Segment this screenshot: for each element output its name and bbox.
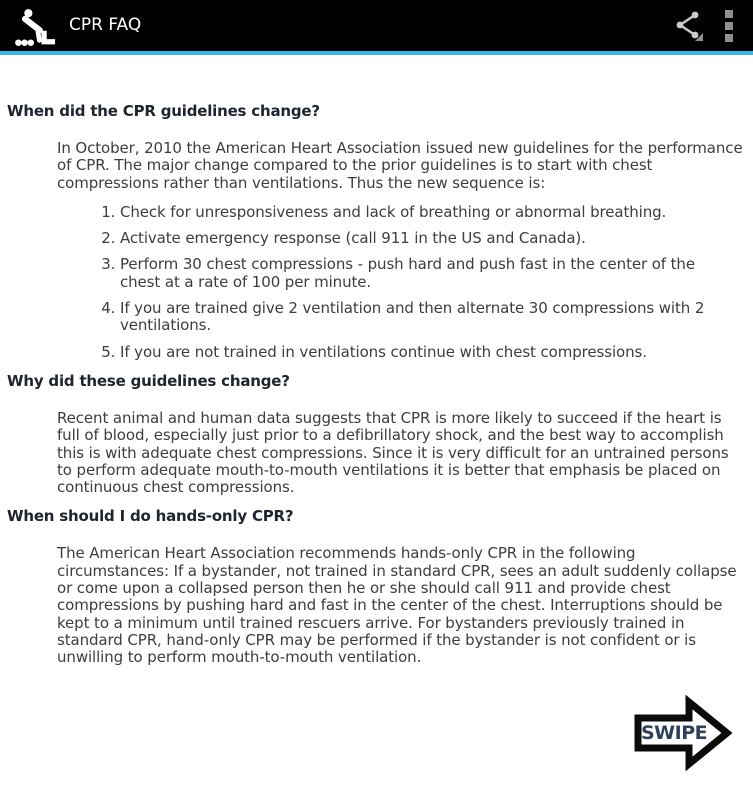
app-home-button[interactable]: [0, 2, 62, 49]
action-bar-actions: [675, 10, 753, 42]
cpr-step-item: 2. Activate emergency response (call 911 in the US and Canada).: [120, 230, 737, 247]
cpr-step-item: 1. Check for unresponsiveness and lack of breathing or abnormal breathing.: [120, 204, 737, 221]
overflow-menu-button[interactable]: [725, 10, 733, 42]
swipe-hint-label: SWIPE: [641, 721, 708, 744]
cpr-steps-list: [7, 204, 737, 361]
faq-answer-paragraph: In October, 2010 the American Heart Association issued new guidelines for the performance of CPR. The major change compared to the prior guidelines is to start with chest compressions rather than ventilations. Thus the new sequence is:: [57, 139, 743, 192]
faq-question: Why did these guidelines change?: [7, 371, 290, 390]
faq-answer-paragraph: Recent animal and human data suggests that CPR is more likely to succeed if the heart is full of blood, especially just prior to a defibrillatory shock, and the best way to accomplish this is with adequate chest compressions. Since it is very difficult for an untrained persons to perform adequate mouth-to-mouth ventilations it is better that emphasis be placed on continuous chest compressions.: [57, 408, 729, 497]
faq-section-hands-only: [7, 508, 743, 666]
faq-question: When should I do hands-only CPR?: [7, 507, 294, 526]
share-button[interactable]: [675, 10, 703, 42]
cpr-step-item: 5. If you are not trained in ventilations continue with chest compressions.: [120, 344, 737, 361]
faq-section-why-change: [7, 373, 743, 496]
cpr-step-item: 4. If you are trained give 2 ventilation and then alternate 30 compressions with 2 ventilations.: [120, 300, 737, 335]
share-icon: [675, 10, 703, 42]
page-title: CPR FAQ: [69, 15, 142, 35]
faq-section-guidelines-change: [7, 103, 743, 361]
swipe-hint-arrow-icon: [633, 695, 732, 771]
cpr-step-item: 3. Perform 30 chest compressions - push hard and push fast in the center of the chest at a rate of 100 per minute.: [120, 256, 737, 291]
faq-page-swipeable[interactable]: [0, 55, 753, 771]
faq-answer-paragraph: The American Heart Association recommends hands-only CPR in the following circumstances: If a bystander, not trained in standard CPR, sees an adult suddenly collapse or come upon a collapsed person then he or she should call 911 and provide chest compressions by pushing hard and fast in the center of the chest. Interruptions should be kept to a minimum until trained rescuers arrive. For bystanders previously trained in standard CPR, hand-only CPR may be performed if the bystander is not confident or is unwilling to perform mouth-to-mouth ventilation.: [57, 544, 737, 667]
faq-question: When did the CPR guidelines change?: [7, 102, 320, 120]
overflow-menu-icon: [725, 10, 733, 42]
action-bar: [0, 0, 753, 51]
swipe-hint-row: [7, 679, 743, 771]
cpr-rescuer-icon: [14, 7, 58, 47]
